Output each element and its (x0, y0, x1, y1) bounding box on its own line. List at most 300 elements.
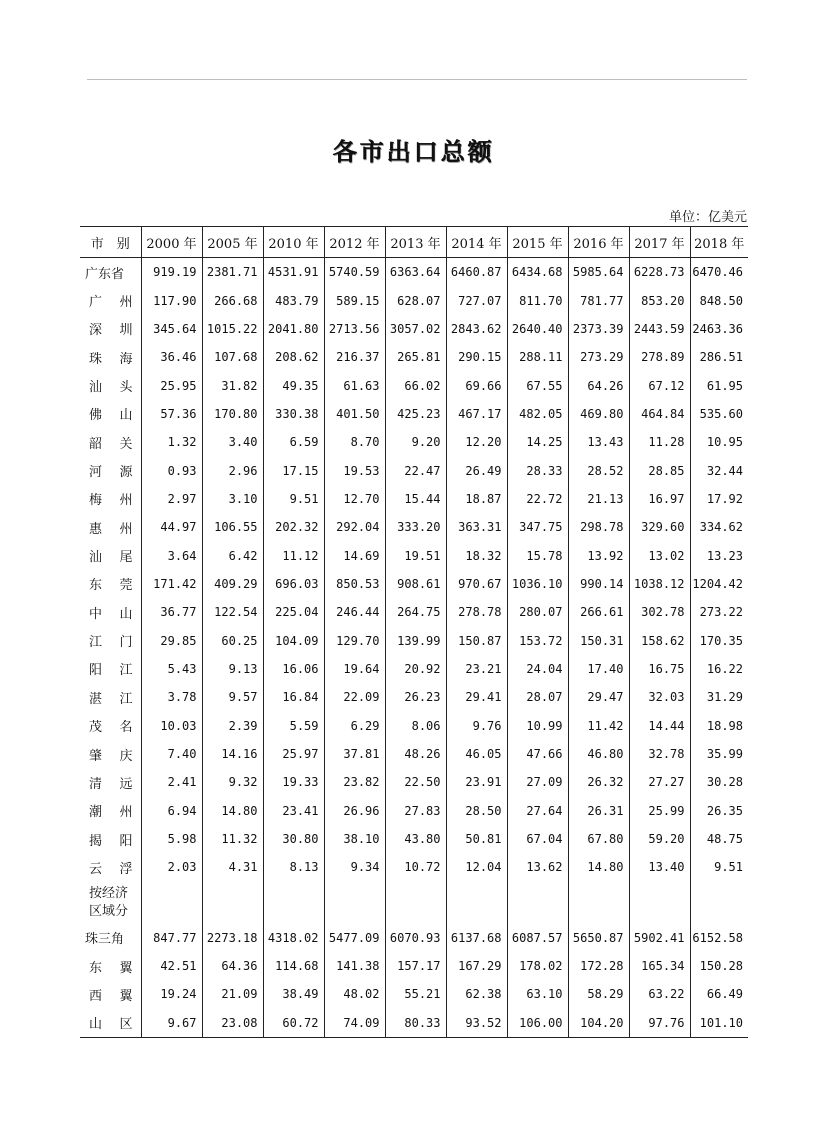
row-label: 江门 (89, 635, 133, 651)
table-cell: 27.83 (385, 797, 446, 825)
row-label: 珠三角 (85, 932, 125, 948)
table-cell: 265.81 (385, 343, 446, 371)
table-cell: 26.35 (690, 797, 748, 825)
table-cell: 93.52 (446, 1009, 507, 1038)
table-row (80, 740, 748, 768)
table-cell: 5.43 (141, 655, 202, 683)
table-cell: 345.64 (141, 315, 202, 343)
table-cell: 10.72 (385, 853, 446, 881)
table-cell: 22.09 (324, 683, 385, 711)
table-cell: 5477.09 (324, 924, 385, 952)
table-cell: 61.63 (324, 371, 385, 399)
table-cell: 150.28 (690, 952, 748, 980)
table-cell: 6070.93 (385, 924, 446, 952)
table-cell: 17.92 (690, 485, 748, 513)
header-year: 2000 年 (141, 227, 202, 258)
row-label: 韶关 (89, 436, 133, 452)
table-cell: 60.25 (202, 626, 263, 654)
empty-cell (202, 882, 263, 924)
table-cell: 28.07 (507, 683, 568, 711)
table-cell: 850.53 (324, 570, 385, 598)
table-cell: 30.28 (690, 768, 748, 796)
table-cell: 2041.80 (263, 315, 324, 343)
table-cell: 19.33 (263, 768, 324, 796)
table-cell: 9.51 (263, 485, 324, 513)
table-cell: 2713.56 (324, 315, 385, 343)
table-cell: 38.49 (263, 980, 324, 1008)
table-cell: 990.14 (568, 570, 629, 598)
row-label: 汕尾 (89, 550, 133, 566)
table-cell: 1036.10 (507, 570, 568, 598)
table-cell: 28.50 (446, 797, 507, 825)
table-cell: 104.20 (568, 1009, 629, 1038)
table-row (80, 456, 748, 484)
table-cell: 66.02 (385, 371, 446, 399)
table-row (80, 924, 748, 952)
table-cell: 2.03 (141, 853, 202, 881)
table-cell: 2381.71 (202, 258, 263, 287)
empty-cell (385, 882, 446, 924)
table-cell: 333.20 (385, 513, 446, 541)
row-label: 梅州 (89, 493, 133, 509)
table-cell: 6460.87 (446, 258, 507, 287)
table-cell: 273.22 (690, 598, 748, 626)
empty-cell (568, 882, 629, 924)
table-cell: 22.50 (385, 768, 446, 796)
table-cell: 2443.59 (629, 315, 690, 343)
table-cell: 11.42 (568, 712, 629, 740)
table-cell: 12.04 (446, 853, 507, 881)
table-cell: 3.64 (141, 541, 202, 569)
table-cell: 101.10 (690, 1009, 748, 1038)
header-year: 2015 年 (507, 227, 568, 258)
table-cell: 32.78 (629, 740, 690, 768)
table-cell: 17.15 (263, 456, 324, 484)
header-year: 2017 年 (629, 227, 690, 258)
table-cell: 23.82 (324, 768, 385, 796)
table-cell: 9.20 (385, 428, 446, 456)
table-cell: 8.13 (263, 853, 324, 881)
row-label: 潮州 (89, 805, 133, 821)
table-cell: 114.68 (263, 952, 324, 980)
table-cell: 5.59 (263, 712, 324, 740)
table-cell: 172.28 (568, 952, 629, 980)
table-cell: 106.55 (202, 513, 263, 541)
table-cell: 6137.68 (446, 924, 507, 952)
table-cell: 4318.02 (263, 924, 324, 952)
table-cell: 32.44 (690, 456, 748, 484)
table-cell: 9.51 (690, 853, 748, 881)
table-cell: 2640.40 (507, 315, 568, 343)
table-cell: 27.27 (629, 768, 690, 796)
table-cell: 9.34 (324, 853, 385, 881)
table-cell: 58.29 (568, 980, 629, 1008)
table-cell: 469.80 (568, 400, 629, 428)
table-cell: 3.40 (202, 428, 263, 456)
table-cell: 48.02 (324, 980, 385, 1008)
section-row (80, 882, 748, 924)
row-label: 肇庆 (89, 748, 133, 764)
table-cell: 2.39 (202, 712, 263, 740)
table-cell: 330.38 (263, 400, 324, 428)
table-cell: 26.31 (568, 797, 629, 825)
table-cell: 32.03 (629, 683, 690, 711)
table-row (80, 428, 748, 456)
table-cell: 10.95 (690, 428, 748, 456)
table-cell: 23.08 (202, 1009, 263, 1038)
table-cell: 696.03 (263, 570, 324, 598)
table-cell: 628.07 (385, 286, 446, 314)
table-cell: 9.32 (202, 768, 263, 796)
table-cell: 334.62 (690, 513, 748, 541)
table-cell: 409.29 (202, 570, 263, 598)
table-row (80, 258, 748, 287)
table-cell: 278.78 (446, 598, 507, 626)
table-cell: 464.84 (629, 400, 690, 428)
table-cell: 5650.87 (568, 924, 629, 952)
table-cell: 170.80 (202, 400, 263, 428)
table-cell: 35.99 (690, 740, 748, 768)
table-cell: 60.72 (263, 1009, 324, 1038)
table-cell: 6.94 (141, 797, 202, 825)
table-cell: 278.89 (629, 343, 690, 371)
table-cell: 157.17 (385, 952, 446, 980)
table-cell: 5902.41 (629, 924, 690, 952)
table-cell: 347.75 (507, 513, 568, 541)
table-cell: 2.97 (141, 485, 202, 513)
table-cell: 67.55 (507, 371, 568, 399)
table-cell: 13.92 (568, 541, 629, 569)
table-cell: 49.35 (263, 371, 324, 399)
table-cell: 59.20 (629, 825, 690, 853)
table-cell: 80.33 (385, 1009, 446, 1038)
table-cell: 13.62 (507, 853, 568, 881)
table-cell: 26.32 (568, 768, 629, 796)
table-cell: 67.12 (629, 371, 690, 399)
table-cell: 1.32 (141, 428, 202, 456)
table-cell: 0.93 (141, 456, 202, 484)
table-row (80, 797, 748, 825)
table-cell: 21.09 (202, 980, 263, 1008)
table-cell: 9.13 (202, 655, 263, 683)
table-cell: 2.96 (202, 456, 263, 484)
table-row (80, 952, 748, 980)
table-cell: 26.49 (446, 456, 507, 484)
table-cell: 3057.02 (385, 315, 446, 343)
row-label: 深圳 (89, 323, 133, 339)
row-label: 清远 (89, 776, 133, 792)
table-cell: 31.82 (202, 371, 263, 399)
table-cell: 5.98 (141, 825, 202, 853)
table-cell: 62.38 (446, 980, 507, 1008)
header-year: 2013 年 (385, 227, 446, 258)
table-cell: 29.47 (568, 683, 629, 711)
table-cell: 401.50 (324, 400, 385, 428)
empty-cell (629, 882, 690, 924)
table-cell: 10.99 (507, 712, 568, 740)
table-cell: 27.64 (507, 797, 568, 825)
unit-label: 单位：亿美元 (668, 210, 747, 225)
table-cell: 31.29 (690, 683, 748, 711)
table-cell: 14.69 (324, 541, 385, 569)
table-row (80, 485, 748, 513)
row-label: 河源 (89, 465, 133, 481)
table-cell: 7.40 (141, 740, 202, 768)
table-cell: 970.67 (446, 570, 507, 598)
table-cell: 36.77 (141, 598, 202, 626)
table-cell: 122.54 (202, 598, 263, 626)
table-cell: 9.57 (202, 683, 263, 711)
table-cell: 139.99 (385, 626, 446, 654)
table-cell: 6434.68 (507, 258, 568, 287)
table-cell: 22.72 (507, 485, 568, 513)
header-year: 2005 年 (202, 227, 263, 258)
table-cell: 15.78 (507, 541, 568, 569)
table-cell: 17.40 (568, 655, 629, 683)
table-body (80, 258, 748, 1038)
table-cell: 273.29 (568, 343, 629, 371)
table-cell: 14.44 (629, 712, 690, 740)
table-cell: 13.23 (690, 541, 748, 569)
table-cell: 16.97 (629, 485, 690, 513)
table-cell: 288.11 (507, 343, 568, 371)
table-cell: 225.04 (263, 598, 324, 626)
page-title: 各市出口总额 (332, 137, 495, 166)
table-row (80, 541, 748, 569)
table-cell: 302.78 (629, 598, 690, 626)
table-row (80, 371, 748, 399)
empty-cell (446, 882, 507, 924)
table-cell: 589.15 (324, 286, 385, 314)
table-cell: 26.23 (385, 683, 446, 711)
table-cell: 69.66 (446, 371, 507, 399)
table-cell: 12.70 (324, 485, 385, 513)
header-city: 市 别 (80, 227, 141, 258)
table-row (80, 683, 748, 711)
table-cell: 50.81 (446, 825, 507, 853)
table-cell: 280.07 (507, 598, 568, 626)
table-cell: 10.03 (141, 712, 202, 740)
row-label: 山区 (80, 1009, 141, 1038)
row-label: 揭阳 (89, 833, 133, 849)
table-cell: 811.70 (507, 286, 568, 314)
empty-cell (141, 882, 202, 924)
empty-cell (263, 882, 324, 924)
table-cell: 106.00 (507, 1009, 568, 1038)
table-cell: 292.04 (324, 513, 385, 541)
table-cell: 246.44 (324, 598, 385, 626)
table-cell: 27.09 (507, 768, 568, 796)
table-cell: 158.62 (629, 626, 690, 654)
table-row (80, 655, 748, 683)
table-cell: 781.77 (568, 286, 629, 314)
table-cell: 74.09 (324, 1009, 385, 1038)
table-cell: 2843.62 (446, 315, 507, 343)
table-cell: 8.70 (324, 428, 385, 456)
row-label: 中山 (89, 606, 133, 622)
table-cell: 1204.42 (690, 570, 748, 598)
table-cell: 3.10 (202, 485, 263, 513)
table-cell: 129.70 (324, 626, 385, 654)
row-label: 汕头 (89, 380, 133, 396)
table-cell: 847.77 (141, 924, 202, 952)
table-cell: 16.06 (263, 655, 324, 683)
table-cell: 165.34 (629, 952, 690, 980)
table-cell: 21.13 (568, 485, 629, 513)
table-cell: 28.52 (568, 456, 629, 484)
table-cell: 425.23 (385, 400, 446, 428)
table-row (80, 570, 748, 598)
table-cell: 167.29 (446, 952, 507, 980)
table-cell: 5985.64 (568, 258, 629, 287)
table-cell: 919.19 (141, 258, 202, 287)
table-cell: 18.32 (446, 541, 507, 569)
table-cell: 11.28 (629, 428, 690, 456)
table-cell: 42.51 (141, 952, 202, 980)
row-label: 阳江 (89, 663, 133, 679)
table-cell: 20.92 (385, 655, 446, 683)
table-cell: 848.50 (690, 286, 748, 314)
row-label: 广州 (89, 295, 133, 311)
table-cell: 46.80 (568, 740, 629, 768)
table-cell: 908.61 (385, 570, 446, 598)
table-cell: 28.85 (629, 456, 690, 484)
table-cell: 29.41 (446, 683, 507, 711)
table-cell: 67.80 (568, 825, 629, 853)
header-year: 2014 年 (446, 227, 507, 258)
empty-cell (324, 882, 385, 924)
header-year: 2010 年 (263, 227, 324, 258)
table-cell: 4531.91 (263, 258, 324, 287)
table-cell: 2.41 (141, 768, 202, 796)
table-cell: 171.42 (141, 570, 202, 598)
table-row (80, 712, 748, 740)
table-row (80, 513, 748, 541)
table-cell: 170.35 (690, 626, 748, 654)
table-cell: 38.10 (324, 825, 385, 853)
section-label: 按经济 区域分 (89, 885, 129, 919)
table-cell: 329.60 (629, 513, 690, 541)
table-cell: 2373.39 (568, 315, 629, 343)
table-cell: 6.59 (263, 428, 324, 456)
table-cell: 47.66 (507, 740, 568, 768)
table-cell: 15.44 (385, 485, 446, 513)
table-cell: 24.04 (507, 655, 568, 683)
table-cell: 6.29 (324, 712, 385, 740)
table-cell: 25.97 (263, 740, 324, 768)
table-row (80, 598, 748, 626)
table-cell: 363.31 (446, 513, 507, 541)
empty-cell (690, 882, 748, 924)
table-cell: 14.80 (202, 797, 263, 825)
table-cell: 48.75 (690, 825, 748, 853)
header-year: 2016 年 (568, 227, 629, 258)
table-cell: 63.22 (629, 980, 690, 1008)
table-cell: 19.64 (324, 655, 385, 683)
table-cell: 150.87 (446, 626, 507, 654)
table-cell: 61.95 (690, 371, 748, 399)
table-cell: 264.75 (385, 598, 446, 626)
row-label: 云浮 (89, 861, 133, 877)
table-cell: 266.68 (202, 286, 263, 314)
row-label: 佛山 (89, 408, 133, 424)
row-label: 东翼 (89, 960, 133, 976)
table-cell: 298.78 (568, 513, 629, 541)
table-cell: 5740.59 (324, 258, 385, 287)
header-year: 2018 年 (690, 227, 748, 258)
table-cell: 25.99 (629, 797, 690, 825)
row-label: 广东省 (85, 266, 125, 282)
table-cell: 178.02 (507, 952, 568, 980)
table-cell: 6087.57 (507, 924, 568, 952)
table-row (80, 626, 748, 654)
table-cell: 44.97 (141, 513, 202, 541)
table-cell: 55.21 (385, 980, 446, 1008)
table-cell: 6228.73 (629, 258, 690, 287)
table-row (80, 980, 748, 1008)
table-cell: 18.87 (446, 485, 507, 513)
table-cell: 1038.12 (629, 570, 690, 598)
table-cell: 216.37 (324, 343, 385, 371)
table-row (80, 825, 748, 853)
table-cell: 22.47 (385, 456, 446, 484)
table-cell: 18.98 (690, 712, 748, 740)
table-cell: 535.60 (690, 400, 748, 428)
table-cell: 57.36 (141, 400, 202, 428)
table-cell: 13.43 (568, 428, 629, 456)
row-label: 珠海 (89, 351, 133, 367)
table-cell: 63.10 (507, 980, 568, 1008)
table-cell: 16.75 (629, 655, 690, 683)
table-cell: 29.85 (141, 626, 202, 654)
table-cell: 30.80 (263, 825, 324, 853)
table-cell: 290.15 (446, 343, 507, 371)
table-row (80, 1009, 748, 1038)
table-cell: 6470.46 (690, 258, 748, 287)
table-cell: 483.79 (263, 286, 324, 314)
row-label: 茂名 (89, 720, 133, 736)
table-cell: 467.17 (446, 400, 507, 428)
table-cell: 107.68 (202, 343, 263, 371)
table-cell: 141.38 (324, 952, 385, 980)
table-cell: 16.22 (690, 655, 748, 683)
table-cell: 9.67 (141, 1009, 202, 1038)
table-cell: 13.02 (629, 541, 690, 569)
table-cell: 64.36 (202, 952, 263, 980)
table-cell: 19.53 (324, 456, 385, 484)
table-cell: 482.05 (507, 400, 568, 428)
table-cell: 11.12 (263, 541, 324, 569)
table-cell: 150.31 (568, 626, 629, 654)
table-cell: 14.16 (202, 740, 263, 768)
table-cell: 11.32 (202, 825, 263, 853)
table-cell: 104.09 (263, 626, 324, 654)
table-cell: 8.06 (385, 712, 446, 740)
export-table (80, 226, 748, 1038)
table-row (80, 853, 748, 881)
table-cell: 6152.58 (690, 924, 748, 952)
table-cell: 26.96 (324, 797, 385, 825)
table-cell: 28.33 (507, 456, 568, 484)
table-cell: 14.25 (507, 428, 568, 456)
table-cell: 266.61 (568, 598, 629, 626)
table-cell: 14.80 (568, 853, 629, 881)
table-cell: 36.46 (141, 343, 202, 371)
table-cell: 16.84 (263, 683, 324, 711)
table-row (80, 768, 748, 796)
table-cell: 23.21 (446, 655, 507, 683)
row-label: 东莞 (89, 578, 133, 594)
